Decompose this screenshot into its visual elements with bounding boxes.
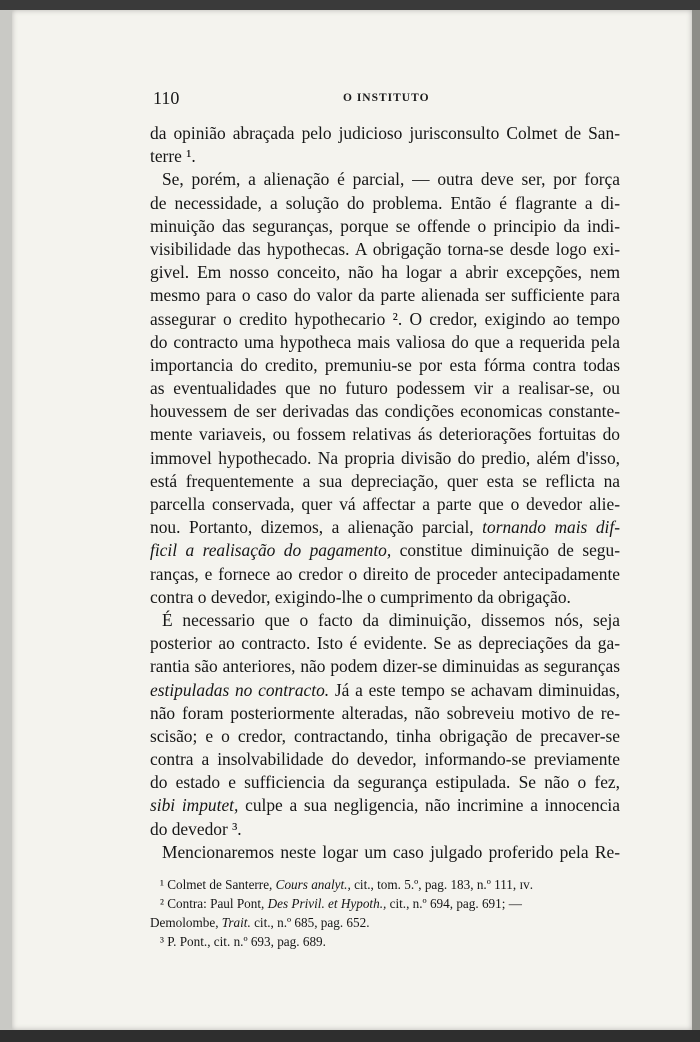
- page-edge: [692, 10, 700, 1030]
- text-line: immovel hypothecado. Na propria divisão do predio, além d'isso,: [150, 447, 620, 468]
- scan-border-bottom: [0, 1030, 700, 1042]
- text-line: houvessem de ser derivadas das condições economicas constante-: [150, 401, 620, 422]
- text-line: contra a insolvabilidade do devedor, informando-se previamente: [150, 749, 620, 770]
- footnote-italic: Cours analyt.,: [275, 877, 351, 892]
- footnotes: [150, 875, 620, 951]
- text-line: da opinião abraçada pelo judicioso jurisconsulto Colmet de San-: [150, 123, 620, 143]
- footnote-text: cit., n.º 694, pag. 691; —: [389, 896, 522, 911]
- text-line: as eventualidades que no futuro podessem vir a realisar-se, ou: [150, 378, 620, 399]
- footnote-text: cit., n.º 685, pag. 652.: [254, 915, 370, 930]
- text-line: [150, 679, 620, 702]
- footnote-2-continued: [150, 913, 620, 932]
- footnote-text: ² Contra: Paul Pont,: [160, 896, 265, 911]
- text-line: rantia são anteriores, não podem dizer-se diminuidas as seguranças: [150, 656, 620, 677]
- footnote-text: Demolombe,: [150, 915, 219, 930]
- text-line: Mencionaremos neste logar um caso julgado proferido pela Re-: [162, 841, 620, 862]
- text-line: ranças, e fornece ao credor o direito de proceder antecipadamente: [150, 563, 620, 584]
- text-line: terre ¹.: [150, 146, 196, 167]
- footnote-italic: Des Privil. et Hypoth.,: [267, 896, 387, 911]
- text-line: mesmo para o caso do valor da parte alienada ser sufficiente para: [150, 285, 620, 306]
- text-line: Se, porém, a alienação é parcial, — outra deve ser, por força: [162, 169, 620, 190]
- running-title: O INSTITUTO: [343, 92, 430, 104]
- text-line: importancia do credito, premuniu-se por esta fórma contra todas: [150, 354, 620, 375]
- text-line: [150, 539, 620, 562]
- italic-fragment: ficil a realisação do pagamento,: [150, 540, 392, 561]
- text-line: do devedor ³.: [150, 818, 242, 839]
- italic-fragment: estipuladas no contracto.: [150, 679, 330, 700]
- italic-fragment: sibi imputet,: [150, 795, 239, 816]
- text-line: não foram posteriormente alteradas, não sobreveiu motivo de re-: [150, 702, 620, 723]
- text-line: parcella conservada, quer vá affectar a parte que o devedor alie-: [150, 494, 620, 514]
- footnote-italic: Trait.: [221, 915, 251, 930]
- text-line: [150, 794, 620, 817]
- text-line: scisão; e o credor, contractando, tinha obrigação de precaver-se: [150, 725, 620, 746]
- italic-fragment: tornando mais dif-: [482, 517, 620, 538]
- text-line: de necessidade, a solução do problema. Então é flagrante a di-: [150, 192, 620, 213]
- text-line: assegurar o credito hypothecario ². O credor, exigindo ao tempo: [150, 308, 620, 329]
- text-line: posterior ao contracto. Isto é evidente. Se as depreciações da ga-: [150, 633, 620, 654]
- page-header: [153, 88, 613, 112]
- footnote-2: [150, 894, 620, 913]
- text-line: visibilidade das hypothecas. A obrigação torna-se desde logo exi-: [150, 238, 620, 259]
- text-line: É necessario que o facto da diminuição, dissemos nós, seja: [162, 609, 620, 630]
- text-line: do contracto uma hypotheca mais valiosa do que a requerida pela: [150, 331, 620, 352]
- text-line: minuição das seguranças, porque se offende o principio da indi-: [150, 215, 620, 236]
- footnote-1: [150, 875, 620, 894]
- page-number: 110: [153, 88, 180, 108]
- text-fragment: constitue diminuição de segu-: [399, 540, 620, 561]
- text-fragment: nou. Portanto, dizemos, a alienação parcial,: [150, 517, 474, 538]
- footnote-3: ³ P. Pont., cit. n.º 693, pag. 689.: [160, 934, 326, 949]
- text-line: contra o devedor, exigindo-lhe o cumprimento da obrigação.: [150, 586, 571, 607]
- text-line: givel. Em nosso conceito, não ha logar a abrir excepções, nem: [150, 262, 620, 283]
- text-fragment: culpe a sua negligencia, não incrimine a innocencia: [245, 795, 620, 816]
- text-line: está frequentemente a sua depreciação, quer esta se reflicta na: [150, 470, 620, 491]
- text-line: mente variaveis, ou fossem relativas ás deteriorações fortuitas do: [150, 424, 620, 445]
- text-line: [150, 516, 620, 539]
- body-text: [150, 122, 620, 864]
- footnote-text: cit., tom. 5.º, pag. 183, n.º 111, ɪᴠ.: [354, 877, 534, 892]
- text-line: do estado e sufficiencia da segurança estipulada. Se não o fez,: [150, 772, 620, 793]
- scan-border-top: [0, 0, 700, 10]
- footnote-text: ¹ Colmet de Santerre,: [160, 877, 273, 892]
- text-fragment: Já a este tempo se achavam diminuidas,: [334, 679, 620, 700]
